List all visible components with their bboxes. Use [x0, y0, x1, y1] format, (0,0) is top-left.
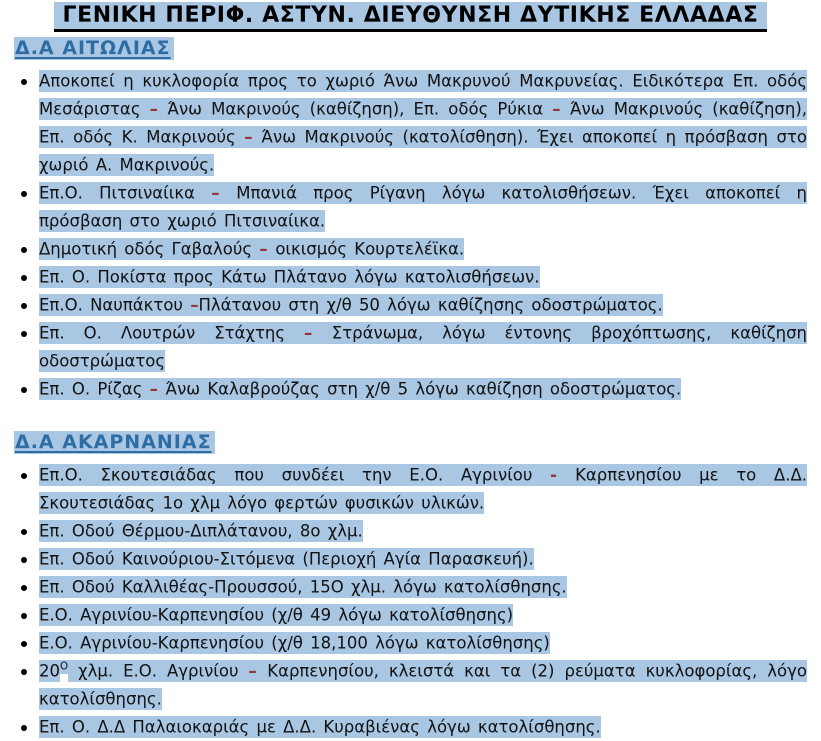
- bullet-list: [12, 67, 809, 403]
- bullet-item: [12, 291, 807, 319]
- bullet-dot-icon: [21, 387, 27, 393]
- text-segment: Ε.Ο. Αγρινίου-Καρπενησίου (χ/θ 49 λόγω κατολίσθησης): [39, 605, 514, 624]
- page-title: ΓΕΝΙΚΗ ΠΕΡΙΦ. ΑΣΤΥΝ. ΔΙΕΥΘΥΝΣΗ ΔΥΤΙΚΗΣ ΕΛΛΑΔΑΣ: [54, 2, 766, 32]
- bullet-text: [39, 576, 567, 598]
- bullet-item: [12, 235, 807, 263]
- bullet-item: [12, 179, 807, 235]
- bullet-dot-icon: [21, 331, 27, 337]
- dash-separator: –: [259, 239, 276, 258]
- text-segment: Δημοτική οδός Γαβαλούς: [39, 239, 260, 258]
- bullet-item: [12, 375, 807, 403]
- text-segment: χλμ. Ε.Ο. Αγρινίου: [68, 661, 249, 680]
- dash-separator: –: [211, 183, 237, 202]
- text-segment: Επ.Ο. Ναυπάκτου: [39, 295, 191, 314]
- text-segment: Αποκοπεί η κυκλοφορία προς το χωριό Άνω Μακρυνού Μακρυνείας. Ειδικότερα Επ. οδός Μεσάριστας: [39, 71, 807, 118]
- text-segment: Στράνωμα, λόγω έντονης βροχόπτωσης, καθίζηση οδοστρώματος: [39, 323, 807, 370]
- text-segment: Επ. Οδού Θέρμου-Διπλάτανου, 8ο χλμ.: [39, 521, 363, 540]
- text-segment: Καρπενησίου με το Δ.Δ. Σκουτεσιάδας 1ο χλμ λόγο φερτών φυσικών υλικών.: [39, 465, 807, 512]
- bullet-text: [39, 266, 540, 288]
- text-segment: Πλάτανου στη χ/θ 50 λόγω καθίζησης οδοστρώματος.: [198, 295, 663, 314]
- text-segment: Ο: [60, 661, 69, 673]
- bullet-list: [12, 461, 809, 741]
- bullet-item: [12, 601, 807, 629]
- section-heading-label: Δ.Α ΑΚΑΡΝΑΝΙΑΣ: [14, 431, 215, 454]
- bullet-dot-icon: [21, 247, 27, 253]
- bullet-item: [12, 461, 807, 517]
- section-heading: [14, 430, 809, 455]
- section-heading: [14, 36, 809, 61]
- text-segment: Επ. Ο. Δ.Δ Παλαιοκαριάς με Δ.Δ. Κυραβιένας λόγω κατολίσθησης.: [39, 717, 601, 736]
- text-segment: Επ. Ο. Λουτρών Στάχτης: [39, 323, 305, 342]
- text-segment: 20: [39, 661, 60, 680]
- bullet-item: [12, 629, 807, 657]
- bullet-text: [39, 632, 550, 654]
- sections: [12, 36, 809, 741]
- text-segment: Επ. Ο. Ποκίστα προς Κάτω Πλάτανο λόγω κατολισθήσεων.: [39, 267, 540, 286]
- dash-separator: –: [149, 99, 168, 118]
- text-segment: Άνω Μακρινούς (καθίζηση), Επ. οδός Κ. Μακρινούς: [39, 99, 808, 146]
- bullet-text: [39, 182, 807, 232]
- bullet-dot-icon: [21, 303, 27, 309]
- text-segment: Άνω Καλαβρούζας στη χ/θ 5 λόγω καθίζηση οδοστρώματος.: [165, 379, 682, 398]
- bullet-item: [12, 573, 807, 601]
- text-segment: Επ. Οδού Καλλιθέας-Προυσσού, 15Ο χλμ. λόγω κατολίσθησης.: [39, 577, 567, 596]
- bullet-dot-icon: [21, 275, 27, 281]
- bullet-dot-icon: [21, 79, 27, 85]
- bullet-dot-icon: [21, 529, 27, 535]
- bullet-text: [39, 464, 807, 514]
- bullet-text: [39, 520, 363, 542]
- text-segment: Άνω Μακρινούς (καθίζηση), Επ. οδός Ρύκια: [167, 99, 553, 118]
- text-segment: Επ. Ο. Ρίζας: [39, 379, 150, 398]
- dash-separator: -: [550, 465, 576, 484]
- bullet-text: [39, 716, 601, 738]
- text-segment: Επ.Ο. Σκουτεσιάδας που συνδέει την Ε.Ο. Αγρινίου: [39, 465, 551, 484]
- dash-separator: –: [190, 295, 199, 314]
- title-row: [12, 2, 809, 32]
- dash-separator: –: [552, 99, 571, 118]
- dash-separator: –: [304, 323, 332, 342]
- section-heading-label: Δ.Α ΑΙΤΩΛΙΑΣ: [14, 37, 174, 60]
- bullet-item: [12, 319, 807, 375]
- text-segment: οικισμός Κουρτελέϊκα.: [275, 239, 465, 258]
- dash-separator: –: [248, 661, 268, 680]
- bullet-dot-icon: [21, 473, 27, 479]
- bullet-dot-icon: [21, 669, 27, 675]
- text-segment: Ε.Ο. Αγρινίου-Καρπενησίου (χ/θ 18,100 λόγω κατολίσθησης): [39, 633, 550, 652]
- bullet-text: [39, 378, 681, 400]
- dash-separator: –: [149, 379, 166, 398]
- bullet-dot-icon: [21, 641, 27, 647]
- bullet-text: [39, 322, 807, 372]
- dash-separator: –: [244, 127, 262, 146]
- text-segment: Επ. Οδού Καινούριου-Σιτόμενα (Περιοχή Αγία Παρασκευή).: [39, 549, 534, 568]
- bullet-dot-icon: [21, 725, 27, 731]
- text-segment: Επ.Ο. Πιτσιναίικα: [39, 183, 212, 202]
- bullet-dot-icon: [21, 585, 27, 591]
- bullet-item: [12, 657, 807, 713]
- bullet-text: [39, 604, 513, 626]
- bullet-item: [12, 545, 807, 573]
- bullet-dot-icon: [21, 557, 27, 563]
- bullet-item: [12, 713, 807, 741]
- bullet-item: [12, 517, 807, 545]
- bullet-text: [39, 548, 534, 570]
- bullet-text: [39, 238, 464, 260]
- bullet-dot-icon: [21, 191, 27, 197]
- bullet-text: [39, 294, 663, 316]
- bullet-text: [39, 661, 807, 708]
- text-segment: Μπανιά προς Ρίγανη λόγω κατολισθήσεων. Έχει αποκοπεί η πρόσβαση στο χωριό Πιτσιναίικα.: [39, 183, 807, 230]
- bullet-dot-icon: [21, 613, 27, 619]
- bullet-item: [12, 67, 807, 179]
- bullet-text: [39, 70, 807, 176]
- text-segment: Καρπενησίου, κλειστά και τα (2) ρεύματα κυκλοφορίας, λόγο κατολίσθησης.: [39, 661, 807, 708]
- text-segment: Άνω Μακρινούς (κατολίσθηση). Έχει αποκοπεί η πρόσβαση στο χωριό Α. Μακρινούς.: [39, 127, 807, 174]
- bullet-item: [12, 263, 807, 291]
